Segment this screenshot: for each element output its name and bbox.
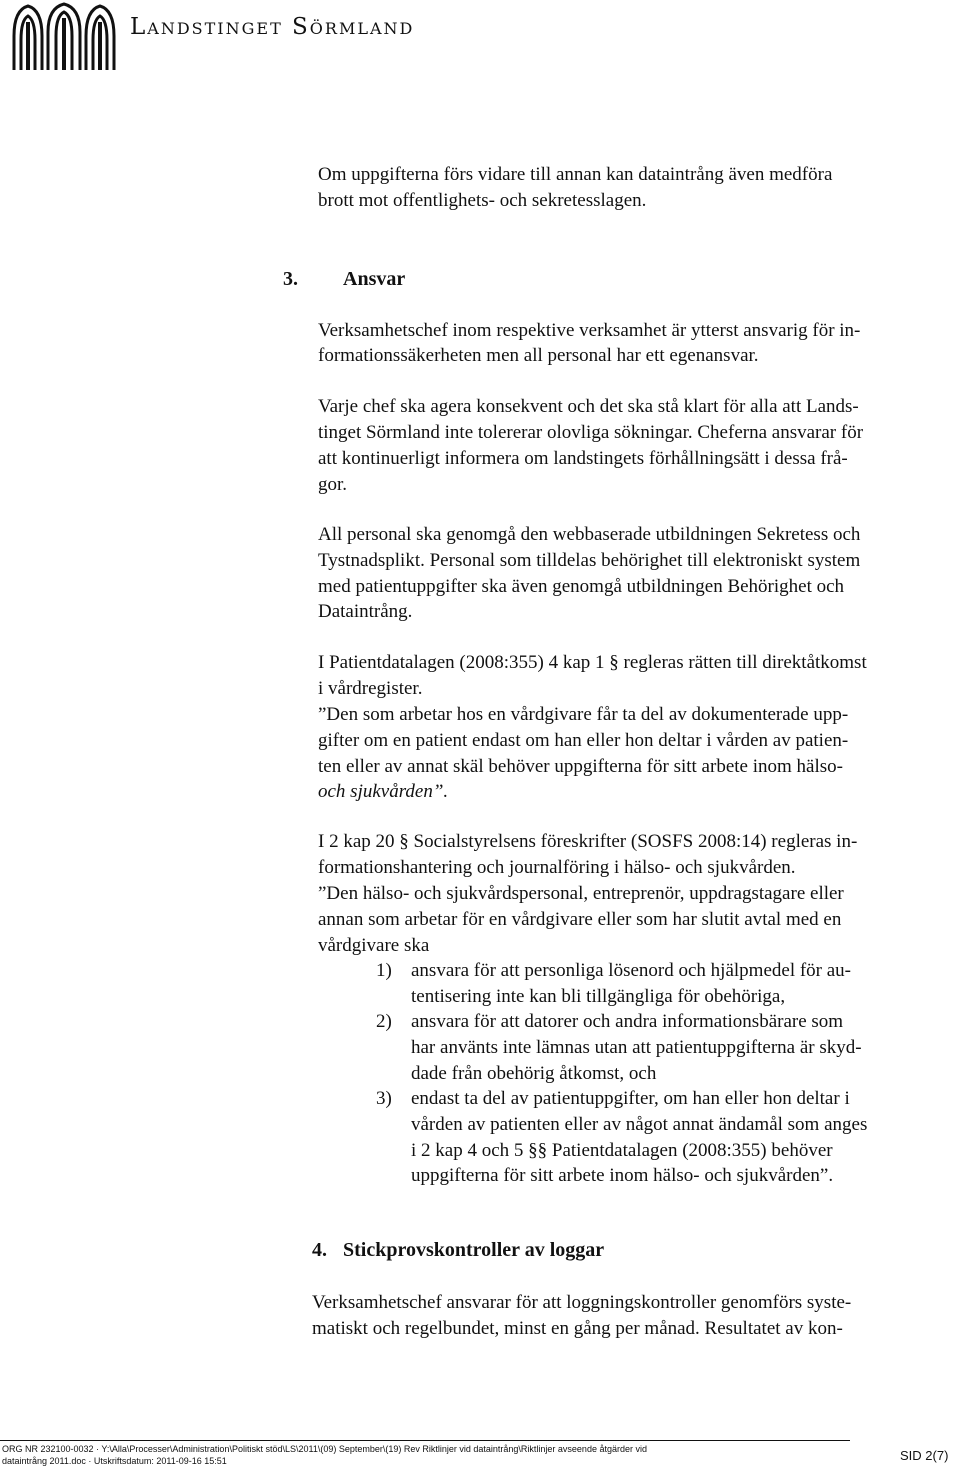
list-number: 3) xyxy=(376,1088,392,1109)
quote-line: vårdgivare ska xyxy=(318,935,430,956)
list-item-line: tentisering inte kan bli tillgängliga för obehöriga, xyxy=(411,986,786,1007)
footer-line-2: dataintrång 2011.doc · Utskriftsdatum: 2011-09-16 15:51 xyxy=(2,1456,227,1466)
list-item-line: dade från obehörig åtkomst, och xyxy=(411,1063,657,1084)
paragraph-line: formationssäkerheten men all personal har ett egenansvar. xyxy=(318,345,759,366)
paragraph-line: med patientuppgifter ska även genomgå utbildningen Behörighet och xyxy=(318,576,845,597)
footer-line-1: ORG NR 232100-0032 · Y:\Alla\Processer\Administration\Politiskt stöd\LS\2011\(09) September\(19) Rev Riktlinjer vid dataintrång\Riktlinjer avseende åtgärder vid xyxy=(2,1444,647,1454)
page-number: SID 2(7) xyxy=(900,1448,949,1463)
list-item-line: ansvara för att datorer och andra informationsbärare som xyxy=(411,1011,844,1032)
paragraph-line: tinget Sörmland inte tolererar olovliga sökningar. Cheferna ansvarar för xyxy=(318,422,864,443)
section-3-number: 3. xyxy=(283,268,298,290)
list-item-line: uppgifterna för sitt arbete inom hälso- och sjukvården”. xyxy=(411,1165,834,1186)
quote-line: gifter om en patient endast om han eller hon deltar i vården av patien- xyxy=(318,730,849,751)
quote-line: annan som arbetar för en vårdgivare eller som har slutit avtal med en xyxy=(318,909,842,930)
quote-line: ”Den som arbetar hos en vårdgivare får ta del av dokumenterade upp- xyxy=(318,704,849,725)
quote-line: och sjukvården”. xyxy=(318,781,449,802)
list-number: 2) xyxy=(376,1011,392,1032)
landstinget-logo-icon xyxy=(8,2,120,74)
paragraph-line: i vårdregister. xyxy=(318,678,423,699)
list-item-line: ansvara för att personliga lösenord och hjälpmedel för au- xyxy=(411,960,852,981)
list-item-line: vården av patienten eller av något annat ändamål som anges xyxy=(411,1114,868,1135)
paragraph-line: Tystnadsplikt. Personal som tilldelas behörighet till elektroniskt system xyxy=(318,550,861,571)
paragraph-line: Verksamhetschef ansvarar för att loggningskontroller genomförs syste- xyxy=(312,1292,852,1313)
paragraph-line: I Patientdatalagen (2008:355) 4 kap 1 § regleras rätten till direktåtkomst xyxy=(318,652,867,673)
list-item-line: i 2 kap 4 och 5 §§ Patientdatalagen (2008:355) behöver xyxy=(411,1140,833,1161)
paragraph-line: Dataintrång. xyxy=(318,601,413,622)
paragraph-line: Verksamhetschef inom respektive verksamhet är ytterst ansvarig för in- xyxy=(318,320,861,341)
paragraph-line: gor. xyxy=(318,474,348,495)
paragraph-line: I 2 kap 20 § Socialstyrelsens föreskrifter (SOSFS 2008:14) regleras in- xyxy=(318,831,858,852)
intro-line-1: Om uppgifterna förs vidare till annan kan dataintrång även medföra xyxy=(318,164,833,185)
page-footer xyxy=(0,1440,960,1468)
section-3-title: Ansvar xyxy=(343,268,406,290)
paragraph-line: Varje chef ska agera konsekvent och det ska stå klart för alla att Lands- xyxy=(318,396,859,417)
intro-line-2: brott mot offentlighets- och sekretesslagen. xyxy=(318,190,647,211)
paragraph-line: All personal ska genomgå den webbaserade utbildningen Sekretess och xyxy=(318,524,861,545)
list-number: 1) xyxy=(376,960,392,981)
paragraph-line: att kontinuerligt informera om landstingets förhållningsätt i dessa frå- xyxy=(318,448,848,469)
paragraph-line: matiskt och regelbundet, minst en gång per månad. Resultatet av kon- xyxy=(312,1318,843,1339)
org-name: Landstinget Sörmland xyxy=(130,14,415,40)
list-item-line: endast ta del av patientuppgifter, om han eller hon deltar i xyxy=(411,1088,850,1109)
section-4-title: Stickprovskontroller av loggar xyxy=(343,1239,605,1261)
quote-line: ten eller av annat skäl behöver uppgifterna för sitt arbete inom hälso- xyxy=(318,756,843,777)
section-4-number: 4. xyxy=(312,1239,327,1261)
paragraph-line: formationshantering och journalföring i hälso- och sjukvården. xyxy=(318,857,796,878)
list-item-line: har använts inte lämnas utan att patientuppgifterna är skyd- xyxy=(411,1037,862,1058)
quote-line: ”Den hälso- och sjukvårdspersonal, entreprenör, uppdragstagare eller xyxy=(318,883,844,904)
footer-divider xyxy=(0,1440,850,1441)
